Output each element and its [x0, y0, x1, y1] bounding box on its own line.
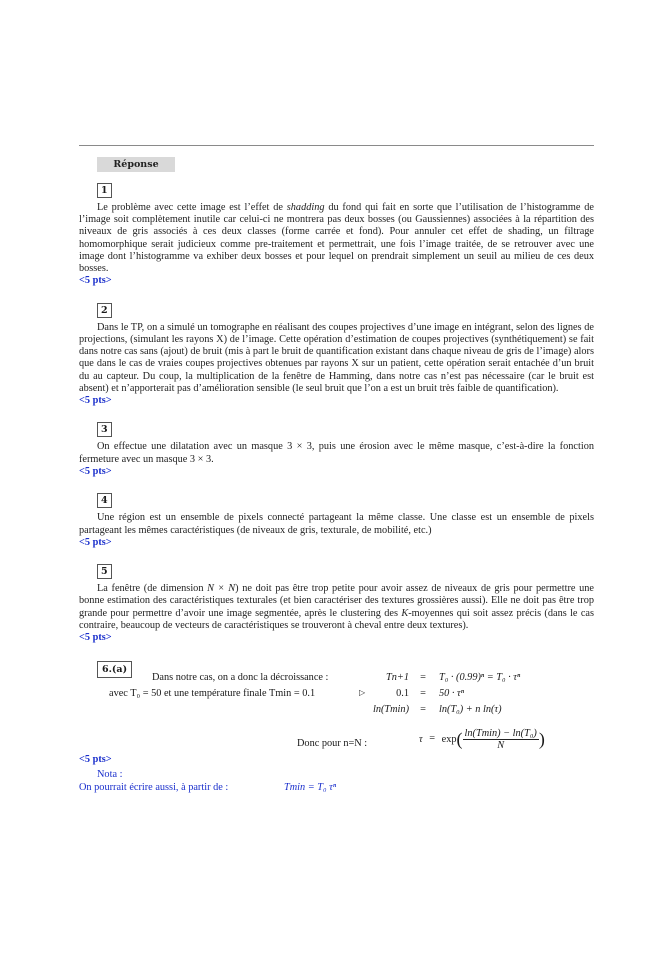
- answer-text: Dans le TP, on a simulé un tomographe en réalisant des coupes projectives d’une image en intégrant, selon des lignes de projections, (simulant les rayons X) de l’image. Cette opération d’estimation de coupes projectives (synthétiquement) se fait dans notre cas sans (ajout) de bruit (mis à part le bruit de quantification existant dans chaque niveau de gris de l’image) alors que dans le cas de vraies coupes projectives obtenues par rayons X sur un patient, cette opération serait entachée d’un bruit du au capteur. Du coup, la multiplication de la fenêtre de Hamming, dans notre cas n’est pas nécessaire (car le bruit est absent) et n’apporterait pas d’amélioration sensible (le seul bruit que l’on a est un bruit très faible de quantification).: [79, 321, 594, 394]
- tau-symbol: τ: [419, 733, 423, 745]
- text: Le problème avec cette image est l’effet de: [97, 202, 287, 213]
- eq-rhs: ln(T₀) + n ln(τ): [439, 703, 502, 715]
- equation-block: [79, 671, 594, 793]
- eq-sign: =: [420, 687, 426, 699]
- points-badge: <5 pts>: [79, 536, 112, 548]
- eq-lhs: 0.1: [396, 687, 409, 699]
- text: du fond qui fait en sorte que l’utilisation de l’histogramme de l’image soit complètement inutile car celui-ci ne montrera pas deux bosses (ou Gaussiennes) associées à la répartition des niveaux de gris associés à ces deux classes (forme carrée et fond). Pour annuler cet effet de shading, un filtrage homomorphique serait judicieux comme pre-traitement et permettrait, une fois l’image traitée, de se retrouver avec une image dont l’histogramme va exhiber deux bosses et pour lequel on prendrait simplement un seuil au milieu de ces deux bosses.: [79, 202, 594, 275]
- conclusion-formula: τ = exp( $\frac{\text{ln(Tmin) − ln(T₀)}}{N}$ ): [419, 727, 545, 751]
- fraction: [463, 728, 539, 751]
- denominator: N: [497, 739, 505, 751]
- exp-function: exp: [441, 733, 457, 745]
- eq-rhs: 50 · τⁿ: [439, 687, 464, 699]
- answer-text: On effectue une dilatation avec un masque 3 × 3, puis une érosion avec le même masque, c’est-à-dire la fonction fermeture avec un masque 3 × 3.: [79, 441, 594, 465]
- horizontal-rule: [79, 145, 594, 146]
- question-number: 4: [97, 493, 112, 508]
- decay-intro: Dans notre cas, on a donc la décroissance :: [152, 671, 329, 683]
- math-inline: K: [401, 607, 409, 619]
- question-number: 5: [97, 564, 112, 579]
- triangle-marker-icon: ▷: [359, 687, 366, 697]
- question-number: 2: [97, 303, 112, 318]
- text: ) ne doit pas être trop petite pour avoir assez de niveaux de gris pour permettre une bonne estimation des caractéristiques texturales (et bien caractériser des textures grossières aussi). Elle ne doit pas être trop grande pour permettre d’avoir une image segmentée, après le clustering des: [79, 583, 594, 619]
- eq-lhs: Tn+1: [386, 671, 409, 683]
- eq-sign: =: [429, 733, 436, 745]
- answer-text: [79, 202, 594, 275]
- eq-rhs: T₀ · (0.99)ⁿ = T₀ · τⁿ: [439, 671, 521, 683]
- points-badge: <5 pts>: [79, 394, 112, 406]
- answer-page: [79, 152, 594, 793]
- answer-4: [79, 488, 594, 549]
- points-badge: <5 pts>: [79, 632, 112, 644]
- points-badge: <5 pts>: [79, 753, 112, 765]
- math-inline: N × N: [207, 583, 236, 595]
- section-header: Réponse: [97, 157, 175, 172]
- points-badge: <5 pts>: [79, 275, 112, 287]
- nota-label: Nota :: [97, 768, 123, 780]
- numerator: ln(Tmin) − ln(T₀): [464, 727, 537, 739]
- eq-lhs: ln(Tmin): [372, 703, 409, 715]
- answer-text: [79, 583, 594, 632]
- question-number: 1: [97, 183, 112, 198]
- text: La fenêtre (de dimension: [97, 583, 208, 595]
- given-values: avec T₀ = 50 et une température finale Tmin = 0.1: [109, 687, 316, 699]
- conclusion-label: Donc pour n=N :: [297, 737, 368, 749]
- answer-2: [79, 298, 594, 408]
- italic-term: shadding: [286, 202, 325, 213]
- answer-3: [79, 417, 594, 478]
- eq-sign: =: [420, 703, 426, 715]
- answer-1: [79, 178, 594, 288]
- points-badge: <5 pts>: [79, 465, 112, 477]
- text: -moyennes qui soit assez précis (dans le cas contraire, beaucoup de vecteurs de caractéristiques se trouveront à cheval entre deux textures).: [79, 607, 594, 631]
- answer-6a: [79, 657, 594, 793]
- eq-sign: =: [420, 671, 426, 683]
- answer-5: [79, 559, 594, 644]
- nota-formula: Tmin = T₀ τⁿ: [284, 781, 337, 793]
- question-number: 3: [97, 422, 112, 437]
- nota-text: On pourrait écrire aussi, à partir de :: [79, 781, 229, 793]
- answer-text: Une région est un ensemble de pixels connecté partageant la même classe. Une classe est un ensemble de pixels partageant les mêmes caractéristiques (de niveaux de gris, texturale, de mobilité, etc.): [79, 512, 594, 536]
- question-number: 6.(a): [97, 661, 132, 678]
